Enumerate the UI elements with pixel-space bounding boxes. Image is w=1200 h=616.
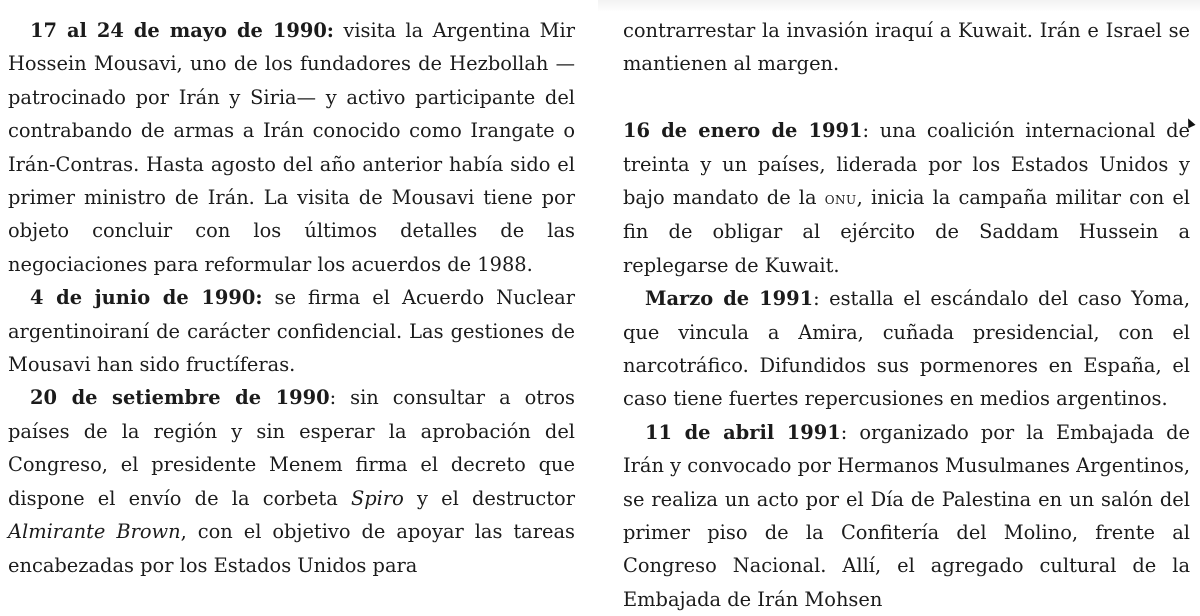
entry-september-1990 bbox=[8, 381, 575, 581]
entry-text: : organizado por la Embajada de Irán y convocado por Hermanos Musulmanes Argentinos, se realiza un acto por el Día de Palestina en un salón del primer piso de la Confitería del Molino, frente al Congreso Nacional. Allí, el agregado cultural de la Embajada de Irán Mohsen bbox=[623, 420, 1191, 611]
entry-january-1991 bbox=[623, 114, 1190, 282]
entry-date: 20 de setiembre de 1990 bbox=[30, 386, 330, 410]
entry-june-1990 bbox=[8, 281, 575, 381]
entry-text: : una coalición internacional de treinta y un países, liderada por los Estados Unidos y bajo mandato de la bbox=[623, 119, 1190, 210]
entry-text: : estalla el escándalo del caso Yoma, que vincula a Amira, cuñada presidencial, con el narcotráfico. Difundidos sus pormenores en España, el caso tiene fuertes repercusiones en medios argentinos. bbox=[623, 287, 1190, 411]
page-top-shade bbox=[598, 0, 1200, 12]
entry-date: 4 de junio de 1990: bbox=[30, 286, 263, 310]
entry-text: se firma el Acuerdo Nuclear argentinoiraní de carácter confidencial. Las gestiones de Mousavi han sido fructíferas. bbox=[8, 286, 575, 377]
entry-text: , inicia la campaña militar con el fin de obligar al ejército de Saddam Hussein a replegarse de Kuwait. bbox=[623, 186, 1190, 277]
entry-may-1990 bbox=[8, 14, 575, 281]
entry-text: y el destructor bbox=[403, 486, 575, 510]
entry-date: 17 al 24 de mayo de 1990: bbox=[30, 19, 334, 42]
entry-continuation: contrarrestar la invasión iraquí a Kuwait. Irán e Israel se mantienen al margen. bbox=[623, 19, 1190, 76]
ship-name-almirante-brown: Almirante Brown bbox=[8, 520, 181, 544]
entry-text: visita la Argentina Mir Hossein Mousavi, uno de los fundadores de Hezbollah —patrocinado por Irán y Siria— y activo participante del contrabando de armas a Irán conocido como Irangate o Irán-Contras. Hasta agosto del año anterior había sido el primer ministro de Irán. La visita de Mousavi tiene por objeto concluir con los últimos detalles de las negociaciones para reformular los acuerdos de 1988. bbox=[8, 19, 575, 276]
right-column bbox=[623, 14, 1190, 616]
entry-april-1991 bbox=[623, 416, 1190, 616]
onu-abbreviation: onu bbox=[824, 188, 857, 210]
section-gap bbox=[623, 81, 1190, 114]
ship-name-spiro: Spiro bbox=[350, 486, 404, 510]
entry-date: Marzo de 1991 bbox=[645, 287, 814, 311]
entry-text: , con el objetivo de apoyar las tareas encabezadas por los Estados Unidos para bbox=[8, 520, 575, 577]
entry-date: 11 de abril 1991 bbox=[645, 420, 841, 444]
left-column bbox=[8, 14, 575, 582]
entry-text: : sin consultar a otros países de la región y sin esperar la aprobación del Congreso, el presidente Menem firma el decreto que dispone el envío de la corbeta bbox=[8, 386, 575, 510]
entry-march-1991 bbox=[623, 282, 1190, 416]
entry-date: 16 de enero de 1991 bbox=[623, 119, 863, 143]
